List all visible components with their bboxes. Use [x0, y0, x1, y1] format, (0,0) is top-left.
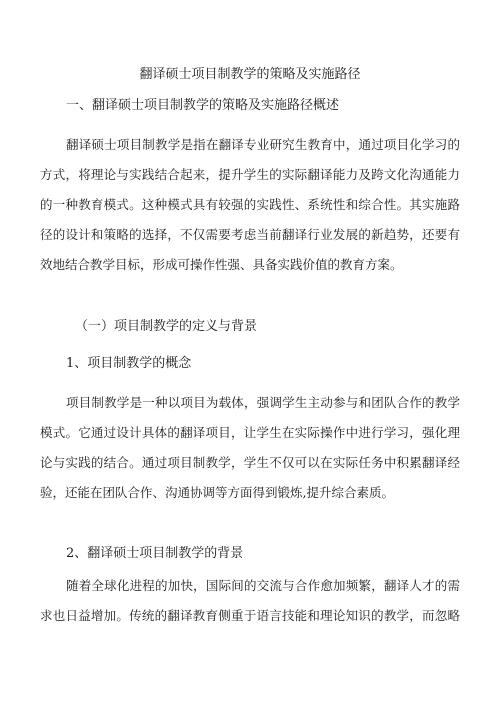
paragraph-line: 翻译硕士项目制教学是指在翻译专业研究生教育中，通过项目化学习的: [66, 137, 460, 152]
paragraph-line: 效地结合教学目标，形成可操作性强、具备实践价值的教育方案。: [40, 257, 403, 272]
section-heading-overview: 一、翻译硕士项目制教学的策略及实施路径概述: [66, 98, 340, 113]
paragraph-line: 径的设计和策略的选择，不仅需要考虑当前翻译行业发展的新趋势，还要有: [40, 227, 460, 242]
paragraph-overview: [40, 130, 460, 280]
paragraph-line: 项目制教学是一种以项目为载体，强调学生主动参与和团队合作的教学: [66, 395, 460, 410]
paragraph-concept: [40, 362, 460, 508]
paragraph-line: 求也日益增加。传统的翻译教育侧重于语言技能和理论知识的教学，而忽略: [40, 608, 460, 623]
paragraph-background: [40, 571, 460, 631]
paragraph-line: 的一种教育模式。这种模式具有较强的实践性、系统性和综合性。其实施路: [40, 197, 460, 212]
document-title: 翻译硕士项目制教学的策略及实施路径: [139, 67, 361, 82]
paragraph-line: 模式。它通过设计具体的翻译项目，让学生在实际操作中进行学习，强化理: [40, 425, 460, 440]
paragraph-line: 方式，将理论与实践结合起来，提升学生的实际翻译能力及跨文化沟通能力: [40, 167, 460, 182]
paragraph-line: 验，还能在团队合作、沟通协调等方面得到锻炼,提升综合素质。: [40, 485, 394, 500]
paragraph-line: 随着全球化进程的加快，国际间的交流与合作愈加频繁，翻译人才的需: [66, 578, 460, 593]
subsection-heading-definition: （一）项目制教学的定义与背景: [75, 319, 258, 334]
paragraph-line: 论与实践的结合。通过项目制教学，学生不仅可以在实际任务中积累翻译经: [40, 455, 460, 470]
item-heading-concept: 1、项目制教学的概念: [66, 356, 192, 371]
item-heading-background: 2、翻译硕士项目制教学的背景: [66, 546, 244, 561]
